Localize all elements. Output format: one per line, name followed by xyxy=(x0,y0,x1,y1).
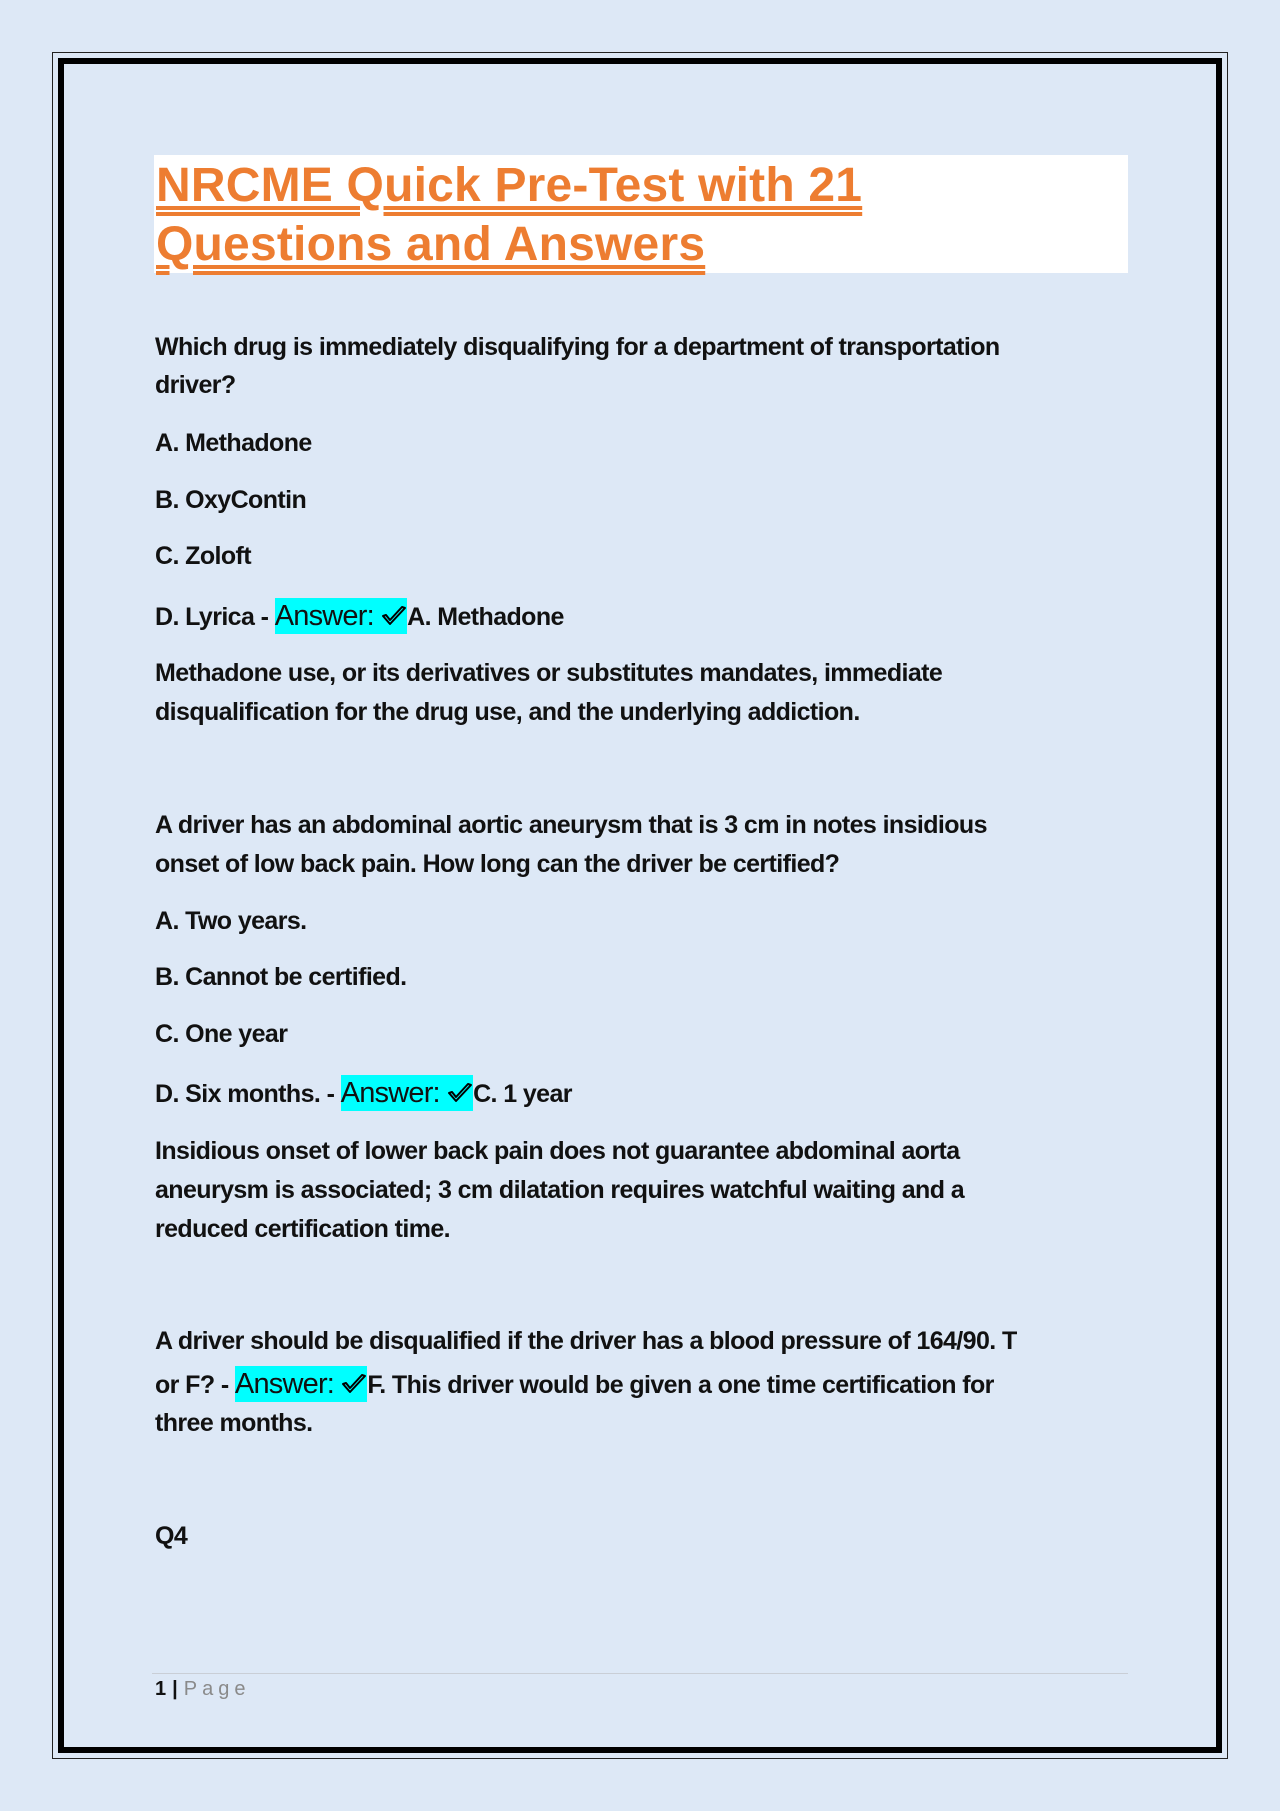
footer-separator: | xyxy=(172,1678,178,1700)
q2-option-d-answer xyxy=(155,1077,572,1110)
title-line-2: Questions and Answers xyxy=(156,218,706,271)
page-footer xyxy=(155,1678,250,1701)
page-label: Page xyxy=(183,1678,251,1700)
q2-option-c: C. One year xyxy=(155,1020,288,1048)
answer-highlight xyxy=(341,1075,473,1111)
q1-option-b: B. OxyContin xyxy=(155,486,307,514)
q1-option-a: A. Methadone xyxy=(155,429,312,457)
q3-answer-value: F. This driver would be given a one time certification for xyxy=(367,1371,994,1399)
checkmark-icon xyxy=(341,1373,367,1395)
page-inner-border xyxy=(58,58,1222,1753)
document-title xyxy=(156,156,862,274)
q4-label: Q4 xyxy=(155,1522,188,1550)
q2-answer-value: C. 1 year xyxy=(473,1080,572,1108)
page-number: 1 xyxy=(155,1678,167,1700)
checkmark-icon xyxy=(447,1082,473,1104)
q2-option-a: A. Two years. xyxy=(155,907,307,935)
q1-text-line-1: Which drug is immediately disqualifying for a department of transportation xyxy=(155,333,1000,361)
q2-explanation-line-2: aneurysm is associated; 3 cm dilatation requires watchful waiting and a xyxy=(155,1176,965,1204)
q3-prefix: or F? - xyxy=(155,1371,235,1399)
answer-label: Answer: xyxy=(274,600,382,632)
q1-explanation-line-1: Methadone use, or its derivatives or substitutes mandates, immediate xyxy=(155,659,943,687)
q1-option-d: D. Lyrica - xyxy=(155,603,275,631)
q2-text-line-2: onset of low back pain. How long can the driver be certified? xyxy=(155,850,840,878)
q2-text-line-1: A driver has an abdominal aortic aneurysm that is 3 cm in notes insidious xyxy=(155,811,987,839)
q2-explanation-line-3: reduced certification time. xyxy=(155,1215,450,1243)
q2-option-d: D. Six months. - xyxy=(155,1080,341,1108)
answer-label: Answer: xyxy=(340,1077,448,1109)
q1-text-line-2: driver? xyxy=(155,371,236,399)
answer-highlight xyxy=(275,598,407,634)
q3-text-line-1: A driver should be disqualified if the driver has a blood pressure of 164/90. T xyxy=(155,1327,1017,1355)
checkmark-icon xyxy=(381,605,407,627)
q1-answer-value: A. Methadone xyxy=(407,603,564,631)
answer-highlight xyxy=(235,1366,367,1402)
answer-label: Answer: xyxy=(234,1368,342,1400)
q2-explanation-line-1: Insidious onset of lower back pain does not guarantee abdominal aorta xyxy=(155,1137,960,1165)
q3-text-line-2 xyxy=(155,1368,994,1401)
title-line-1: NRCME Quick Pre-Test with 21 xyxy=(156,159,863,212)
footer-divider xyxy=(152,1673,1128,1674)
q1-option-d-answer xyxy=(155,600,564,633)
q3-text-line-3: three months. xyxy=(155,1409,313,1437)
q1-explanation-line-2: disqualification for the drug use, and the underlying addiction. xyxy=(155,698,860,726)
q2-option-b: B. Cannot be certified. xyxy=(155,963,407,991)
q1-option-c: C. Zoloft xyxy=(155,542,251,570)
